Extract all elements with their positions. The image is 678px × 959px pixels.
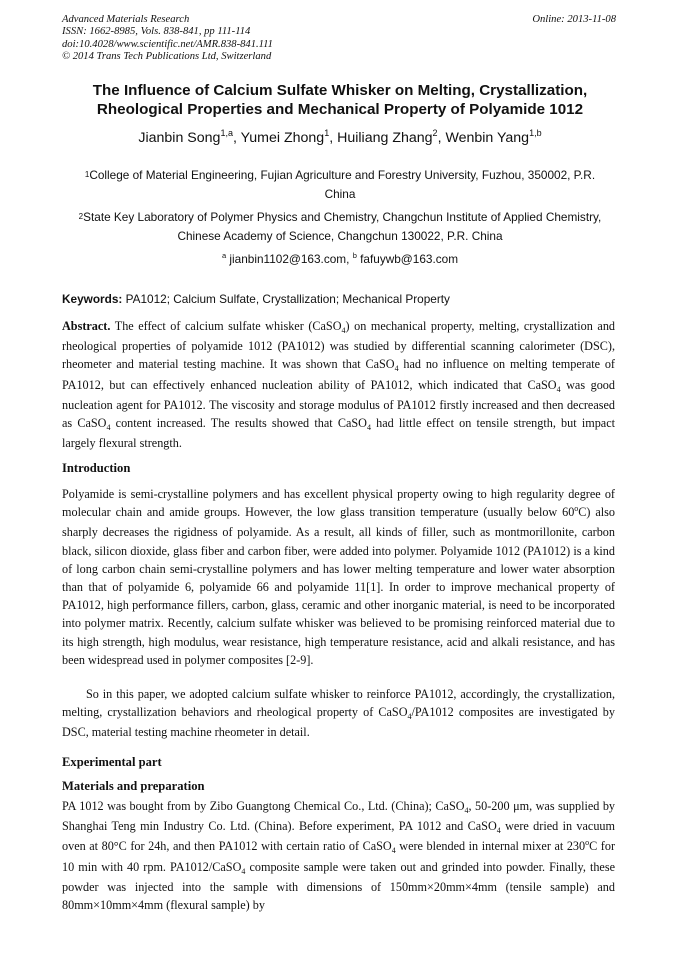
email-a[interactable]: jianbin1102@163.com — [229, 252, 347, 266]
author-3-affiliation: 2 — [432, 128, 438, 138]
affiliation-2 — [62, 208, 618, 246]
abstract-label: Abstract. — [62, 319, 111, 333]
doi-line[interactable]: doi:10.4028/www.scientific.net/AMR.838-841.111 — [62, 38, 273, 50]
affiliation-2-line-1: State Key Laboratory of Polymer Physics and Chemistry, Changchun Institute of Applied Chemistry, — [83, 210, 602, 224]
author-2-affiliation: 1 — [324, 128, 330, 138]
author-list: Jianbin Song$^{1,a}$, Yumei Zhong$^1$, Huiliang Zhang$^2$, Wenbin Yang$^{1,b}$ — [138, 128, 542, 146]
journal-name: Advanced Materials Research — [62, 14, 190, 25]
author-2: Yumei Zhong — [240, 130, 325, 146]
title-line-2: Rheological Properties and Mechanical Property of Polyamide 1012 — [96, 101, 584, 118]
author-1: Jianbin Song — [138, 130, 221, 146]
keywords-label: Keywords: — [62, 292, 123, 306]
materials-paragraph: PA 1012 was bought from by Zibo Guangtong Chemical Co., Ltd. (China); CaSO$_4$, 50-200 μm, was supplied by Shanghai Teng min Industry Co. Ltd. (China). Before experiment, PA 1012 and CaSO$_4$ were dried in vacuum oven at 80°C for 24h, and then PA1012 with certain ratio of CaSO$_4$ were blended in internal mixer at 230$^o$C for 10 min with 40 rpm. PA1012/CaSO$_4$ composite sample were taken out and grinded into powder. Finally, these powder was injected into the sample with dimensions of 150mm×20mm×4mm (tensile sample) and 80mm×10mm×4mm (flexural sample) by — [62, 799, 616, 913]
journal-header — [62, 14, 273, 64]
email-line: $^a$ jianbin1102@163.com, $^b$ fafuywb@163.com — [221, 251, 459, 266]
issn-line: ISSN: 1662-8985, Vols. 838-841, pp 111-114 — [62, 26, 251, 38]
affiliation-1-mark: 1 — [84, 170, 90, 179]
copyright-line: © 2014 Trans Tech Publications Ltd, Switzerland — [62, 51, 272, 63]
author-4: Wenbin Yang — [445, 130, 530, 146]
introduction-heading: Introduction — [62, 461, 131, 475]
email-b-mark: b — [352, 251, 357, 260]
introduction-paragraph-2: So in this paper, we adopted calcium sulfate whisker to reinforce PA1012, accordingly, the crystallization, melting, crystallization behaviors and rheological property of CaSO$_4$/PA1012 composites are investigated by DSC, material testing machine rheometer in detail. — [62, 687, 615, 740]
author-1-affiliation: 1,a — [220, 128, 233, 138]
email-b[interactable]: fafuywb@163.com — [360, 252, 459, 266]
paper-title — [62, 81, 618, 119]
email-a-mark: a — [221, 251, 227, 260]
keywords-text: PA1012; Calcium Sulfate, Crystallization; Mechanical Property — [125, 292, 450, 306]
keywords — [62, 292, 450, 306]
experimental-heading: Experimental part — [62, 755, 162, 769]
affiliation-2-mark: 2 — [78, 212, 84, 221]
author-3: Huiliang Zhang — [337, 130, 433, 146]
affiliation-1-line-2: China — [324, 187, 356, 201]
introduction-paragraph-1: Polyamide is semi-crystalline polymers and has excellent physical property owing to high regularity degree of molecular chain and amide groups. However, the low glass transition temperature (usually below 60$^o$C) also sharply decreases the rigidness of polyamide. As a result, all kinds of filler, such as montmorillonite, carbon black, silicon dioxide, glass fiber and carbon fiber, were added into polymer. Polyamide 1012 (PA1012) is a kind of long carbon chain semi-crystalline polymers and has lower melting temperature and lower water absorption than that of polyamide 6, polyamide 66 and polyamide 11[1]. In order to improve mechanical property of PA1012, high performance fillers, carbon, glass, ceramic and other inorganic material, is need to be incorporated into polymer matrix. Recently, calcium sulfate whisker was believed to be promising reinforced material due to its high strength, high modulus, wear resistance, high temperature resistance, acid and alkali resistance, and has been widespread used in polymer composites [2-9]. — [62, 487, 615, 667]
affiliation-1-line-1: College of Material Engineering, Fujian Agriculture and Forestry University, Fuzhou, 350002, P.R. — [89, 168, 596, 182]
affiliation-2-line-2: Chinese Academy of Science, Changchun 130022, P.R. China — [177, 229, 503, 243]
affiliation-1 — [62, 166, 618, 204]
author-4-affiliation: 1,b — [529, 128, 542, 138]
online-date: Online: 2013-11-08 — [532, 14, 616, 25]
abstract-paragraph: Abstract. The effect of calcium sulfate whisker (CaSO$_4$) on mechanical property, melting, crystallization and rheological properties of polyamide 1012 (PA1012) was studied by differential scanning calorimeter (DSC), rheometer and material testing machine. It was shown that CaSO$_4$ had no influence on melting temperate of PA1012, but can effectively enhanced nucleation ability of PA1012, which indicated that CaSO$_4$ was good nucleation agent for PA1012. The viscosity and storage modulus of PA1012 firstly increased and then decreased as CaSO$_4$ content increased. The results showed that CaSO$_4$ had little effect on tensile strength, but impact largely flexural strength. — [62, 319, 616, 451]
materials-subheading: Materials and preparation — [62, 779, 205, 793]
title-line-1: The Influence of Calcium Sulfate Whisker on Melting, Crystallization, — [92, 82, 588, 99]
